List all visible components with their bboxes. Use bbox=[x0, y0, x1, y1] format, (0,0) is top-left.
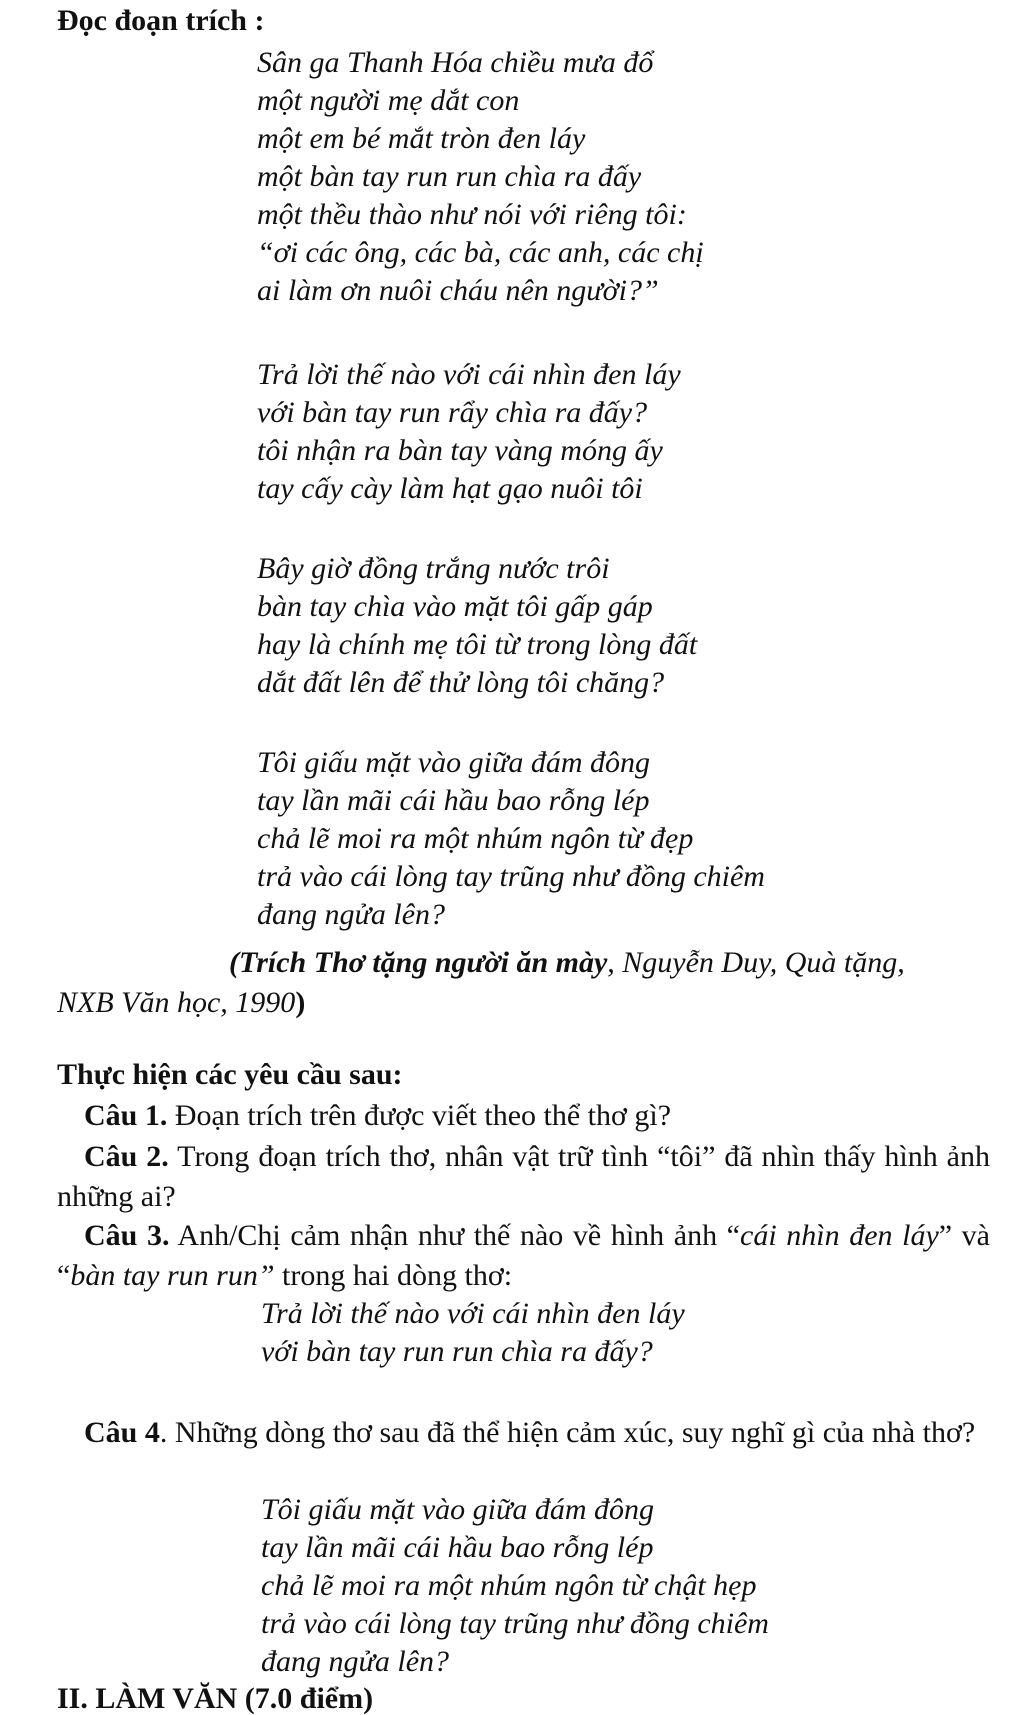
question-text: ” và “ bbox=[57, 1219, 991, 1292]
question-text: Trong đoạn trích thơ, nhân vật trữ tình “tôi” đã nhìn thấy hình ảnh những ai? bbox=[57, 1140, 990, 1213]
poem-line: tay lần mãi cái hầu bao rỗng lép bbox=[261, 1531, 654, 1564]
cut-off-section-heading: II. LÀM VĂN (7.0 điểm) bbox=[57, 1682, 374, 1715]
question-text: trong hai dòng thơ: bbox=[274, 1259, 513, 1292]
citation-publisher: NXB Văn học, 1990 bbox=[57, 986, 296, 1019]
question-text: . Những dòng thơ sau đã thể hiện cảm xúc, suy nghĩ gì của nhà thơ? bbox=[159, 1416, 976, 1449]
question-1 bbox=[57, 1096, 990, 1136]
poem-line: một bàn tay run run chìa ra đấy bbox=[257, 160, 642, 193]
poem-line: một em bé mắt tròn đen láy bbox=[257, 122, 586, 155]
poem-line: Tôi giấu mặt vào giữa đám đông bbox=[257, 746, 651, 779]
question-text: Anh/Chị cảm nhận như thế nào về hình ảnh “ bbox=[169, 1219, 740, 1252]
poem-line: tay lần mãi cái hầu bao rỗng lép bbox=[257, 784, 650, 817]
question-3-quoted-lines bbox=[261, 1295, 685, 1371]
question-4 bbox=[57, 1413, 990, 1453]
poem-line: “ơi các ông, các bà, các anh, các chị bbox=[257, 236, 704, 269]
question-quote: cái nhìn đen láy bbox=[740, 1219, 939, 1252]
question-label: Câu 3. bbox=[84, 1219, 170, 1252]
poem-line: dắt đất lên để thử lòng tôi chăng? bbox=[257, 666, 665, 699]
poem-line: chả lẽ moi ra một nhúm ngôn từ chật hẹp bbox=[261, 1569, 757, 1602]
poem-line: Tôi giấu mặt vào giữa đám đông bbox=[261, 1493, 655, 1526]
poem-line: với bàn tay run rẩy chìa ra đấy? bbox=[257, 396, 648, 429]
poem-stanza-2 bbox=[257, 356, 681, 508]
poem-stanza-3 bbox=[257, 550, 697, 702]
poem-line: trả vào cái lòng tay trũng như đồng chiêm bbox=[261, 1607, 769, 1640]
poem-line: Trả lời thế nào với cái nhìn đen láy bbox=[257, 358, 681, 391]
citation-work-title: Thơ tặng người ăn mày bbox=[313, 946, 608, 979]
poem-line: ai làm ơn nuôi cháu nên người?” bbox=[257, 274, 659, 307]
poem-line: Sân ga Thanh Hóa chiều mưa đổ bbox=[257, 46, 654, 79]
poem-line: đang ngửa lên? bbox=[257, 898, 446, 931]
question-3 bbox=[57, 1216, 990, 1296]
citation-open: (Trích bbox=[229, 946, 314, 979]
poem-line: tay cấy cày làm hạt gạo nuôi tôi bbox=[257, 472, 643, 505]
poem-line: Trả lời thế nào với cái nhìn đen láy bbox=[261, 1297, 685, 1330]
poem-line: bàn tay chìa vào mặt tôi gấp gáp bbox=[257, 590, 653, 623]
question-2 bbox=[57, 1137, 990, 1217]
question-4-quoted-lines bbox=[261, 1491, 769, 1681]
question-text: Đoạn trích trên được viết theo thể thơ gì? bbox=[167, 1099, 672, 1132]
question-quote: bàn tay run run” bbox=[70, 1259, 275, 1292]
poem-line: Bây giờ đồng trắng nước trôi bbox=[257, 552, 610, 585]
poem-line: chả lẽ moi ra một nhúm ngôn từ đẹp bbox=[257, 822, 694, 855]
question-label: Câu 4 bbox=[84, 1416, 160, 1449]
reading-heading: Đọc đoạn trích : bbox=[57, 4, 265, 37]
requirements-title: Thực hiện các yêu cầu sau: bbox=[57, 1058, 403, 1091]
poem-stanza-4 bbox=[257, 744, 765, 934]
question-label: Câu 2. bbox=[84, 1140, 169, 1173]
citation-close: ) bbox=[295, 986, 306, 1019]
poem-line: hay là chính mẹ tôi từ trong lòng đất bbox=[257, 628, 698, 661]
poem-stanza-1 bbox=[257, 44, 704, 310]
poem-line: tôi nhận ra bàn tay vàng móng ấy bbox=[257, 434, 663, 467]
poem-line: đang ngửa lên? bbox=[261, 1645, 450, 1678]
question-label: Câu 1. bbox=[84, 1099, 168, 1132]
citation bbox=[57, 943, 990, 1023]
poem-line: trả vào cái lòng tay trũng như đồng chiêm bbox=[257, 860, 765, 893]
poem-line: một thều thào như nói với riêng tôi: bbox=[257, 198, 687, 231]
poem-line: một người mẹ dắt con bbox=[257, 84, 520, 117]
poem-line: với bàn tay run run chìa ra đấy? bbox=[261, 1335, 653, 1368]
citation-details: , Nguyễn Duy, Quà tặng, bbox=[607, 946, 905, 979]
